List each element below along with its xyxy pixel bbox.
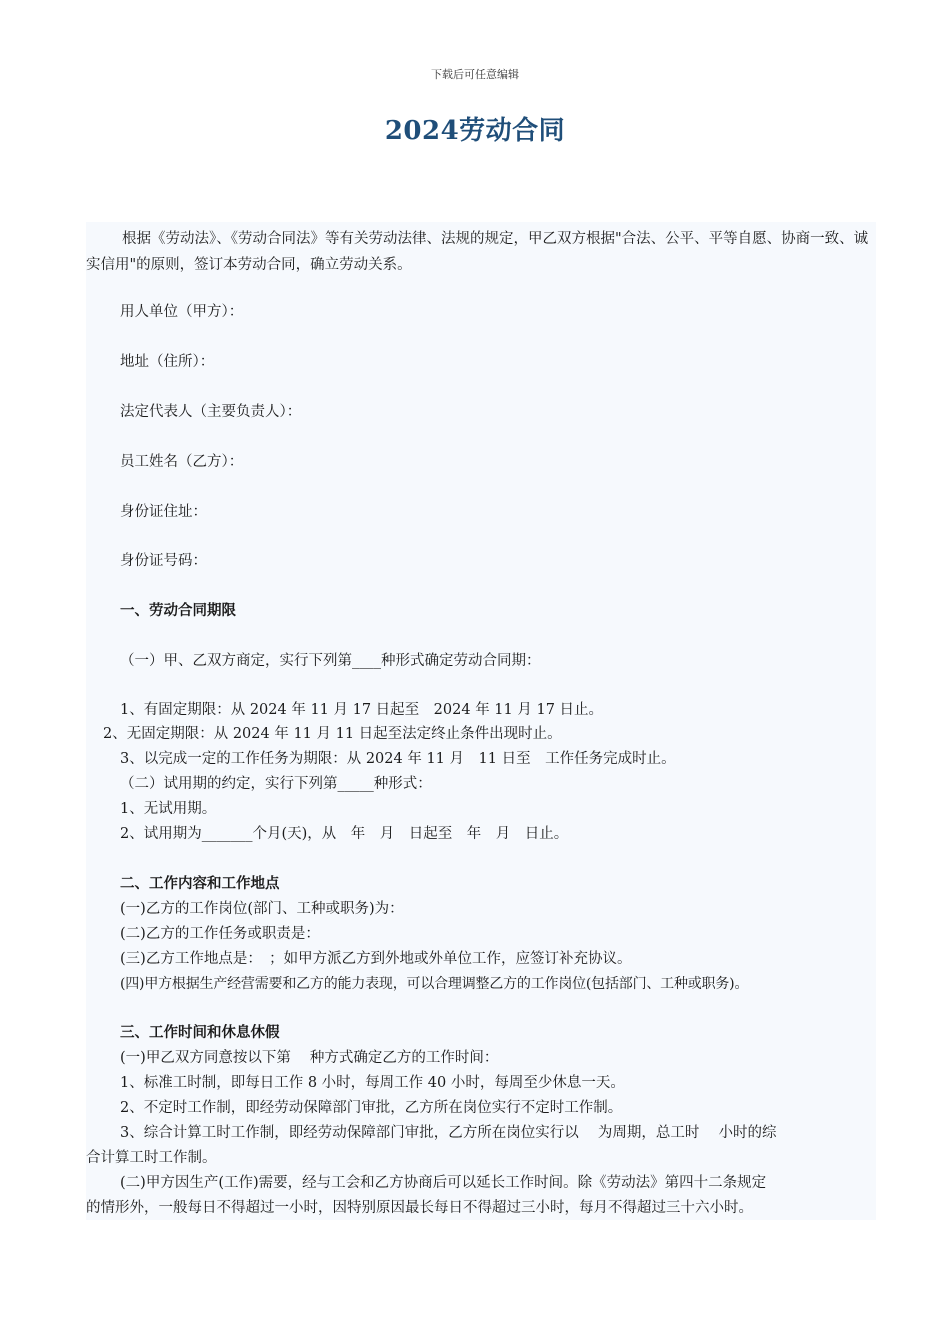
address-field: 地址（住所）： [120,354,215,370]
section-heading: 二、工作内容和工作地点 [120,876,280,892]
section-heading: 三、工作时间和休息休假 [120,1025,280,1041]
clause: 2、不定时工作制，即经劳动保障部门审批，乙方所在岗位实行不定时工作制。 [120,1100,623,1116]
legal-rep-field: 法定代表人（主要负责人）： [120,404,302,420]
id-address-field: 身份证住址： [120,504,207,520]
clause: 3、以完成一定的工作任务为期限：从 2024 年 11 月 11 日至 工作任务完成时止。 [120,751,676,767]
intro-paragraph: 根据《劳动法》、《劳动合同法》等有关劳动法律、法规的规定，甲乙双方根据"合法、公平、平等自愿、协商一致、诚实信用"的原则，签订本劳动合同，确立劳动关系。 [86,231,869,273]
clause: 2、试用期为_______个月(天)，从 年 月 日起至 年 月 日止。 [120,826,569,842]
clause: (四)甲方根据生产经营需要和乙方的能力表现，可以合理调整乙方的工作岗位(包括部门、工种或职务)。 [120,976,749,992]
clause: (一)甲乙双方同意按以下第 种方式确定乙方的工作时间： [120,1050,499,1066]
clause: (二)甲方因生产(工作)需要，经与工会和乙方协商后可以延长工作时间。除《劳动法》第四十二条规定 [120,1175,767,1191]
clause: 的情形外，一般每日不得超过一小时，因特别原因最长每日不得超过三小时，每月不得超过三十六小时。 [86,1200,753,1216]
clause: 1、有固定期限：从 2024 年 11 月 17 日起至 2024 年 11 月 17 日止。 [120,702,604,718]
clause: (二)乙方的工作任务或职责是： [120,926,320,942]
clause: 2、无固定期限：从 2024 年 11 月 11 日起至法定终止条件出现时止。 [103,726,562,742]
section-heading: 一、劳动合同期限 [120,603,236,619]
employer-field: 用人单位（甲方）： [120,304,244,320]
clause: (三)乙方工作地点是： ；如甲方派乙方到外地或外单位工作，应签订补充协议。 [120,951,632,967]
id-number-field: 身份证号码： [120,553,207,569]
contract-body [86,222,876,1220]
clause: 1、标准工时制，即每日工作 8 小时，每周工作 40 小时，每周至少休息一天。 [120,1075,625,1091]
employee-name-field: 员工姓名（乙方）： [120,454,244,470]
clause: 合计算工时工作制。 [86,1150,217,1166]
document-title: 2024劳动合同 [384,116,566,146]
clause: (一)乙方的工作岗位(部门、工种或职务)为： [120,901,404,917]
clause: 3、综合计算工时工作制，即经劳动保障部门审批，乙方所在岗位实行以 为周期，总工时 小时的综 [120,1125,777,1141]
clause: （二）试用期的约定，实行下列第_____种形式： [120,776,432,792]
clause: （一）甲、乙双方商定，实行下列第____种形式确定劳动合同期： [120,653,541,669]
clause: 1、无试用期。 [120,801,217,817]
header-note: 下载后可任意编辑 [431,68,519,81]
